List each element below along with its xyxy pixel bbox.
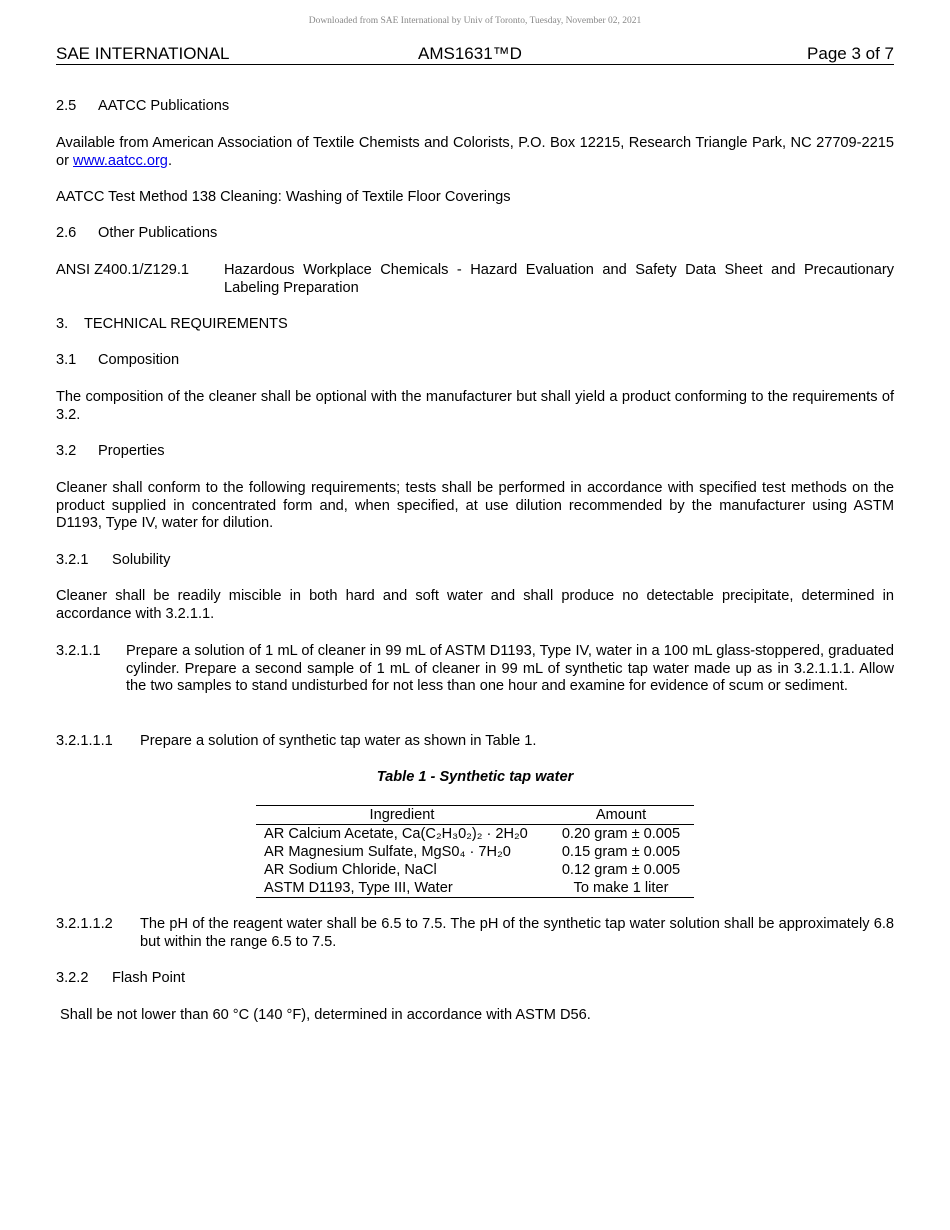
section-3-heading: [56, 316, 288, 332]
section-number: 3.: [56, 316, 69, 332]
section-title: Properties: [98, 443, 165, 459]
section-3-2-1-1-2-number: 3.2.1.1.2: [56, 916, 113, 932]
aatcc-link[interactable]: www.aatcc.org: [73, 152, 168, 169]
amount-cell: 0.12 gram ± 0.005: [561, 862, 681, 878]
section-2-5-heading: [56, 98, 229, 114]
ingredient-cell: AR Calcium Acetate, Ca(C₂H₃0₂)₂ · 2H₂0: [264, 826, 528, 842]
amount-cell: 0.20 gram ± 0.005: [561, 826, 681, 842]
table-row: [256, 861, 694, 879]
section-3-2-1-1-number: 3.2.1.1: [56, 643, 101, 659]
ingredient-cell: AR Sodium Chloride, NaCl: [264, 862, 437, 878]
section-3-2-1-1-text: Prepare a solution of 1 mL of cleaner in 99 mL of ASTM D1193, Type IV, water in a 100 mL glass-stoppered, graduated cylinder. Prepare a second sample of 1 mL of cleaner in 99 mL of synthetic tap water made up as in 3.2.1.1.1. Allow the two samples to stand undisturbed for not less than one hour and examine for evidence of scum or sediment.: [126, 643, 894, 694]
amount-cell: To make 1 liter: [548, 879, 694, 898]
page-header: [56, 44, 894, 65]
section-3-1-paragraph: The composition of the cleaner shall be optional with the manufacturer but shall yield a product conforming to the requirements of 3.2.: [56, 389, 894, 423]
download-watermark: Downloaded from SAE International by Univ of Toronto, Tuesday, November 02, 2021: [308, 16, 642, 26]
section-3-2-1-paragraph: Cleaner shall be readily miscible in both hard and soft water and shall produce no detectable precipitate, determined in accordance with 3.2.1.1.: [56, 588, 894, 622]
ansi-reference-title: Hazardous Workplace Chemicals - Hazard Evaluation and Safety Data Sheet and Precautionary Labeling Preparation: [224, 262, 894, 296]
section-title: AATCC Publications: [98, 98, 230, 114]
table-row: [256, 879, 694, 898]
section-number: 3.1: [56, 352, 77, 368]
paragraph-text: Available from American Association of Textile Chemists and Colorists, P.O. Box 12215, Research Triangle Park, NC 27709-2215 or: [56, 135, 894, 169]
section-3-2-heading: [56, 443, 165, 459]
header-document-number: AMS1631™D: [418, 44, 522, 63]
section-number: 2.5: [56, 98, 77, 114]
section-number: 3.2.2: [56, 970, 89, 986]
ingredient-cell: ASTM D1193, Type III, Water: [256, 879, 548, 898]
section-title: Solubility: [112, 552, 171, 568]
section-3-2-1-1-2-text: The pH of the reagent water shall be 6.5 to 7.5. The pH of the synthetic tap water solution shall be approximately 6.8 but within the range 6.5 to 7.5.: [140, 916, 894, 950]
ingredient-column-header: Ingredient: [256, 806, 548, 825]
section-3-2-1-1-1-number: 3.2.1.1.1: [56, 733, 113, 749]
section-title: Composition: [98, 352, 180, 368]
table-row: [256, 843, 694, 861]
ansi-reference-code: ANSI Z400.1/Z129.1: [56, 262, 190, 278]
section-2-5-paragraph: [56, 135, 894, 170]
section-3-2-paragraph: Cleaner shall conform to the following requirements; tests shall be performed in accordance with specified test methods on the product supplied in concentrated form and, when specified, at use dilution recommended by the manufacturer using ASTM D1193, Type IV, water for dilution.: [56, 480, 894, 531]
header-organization: SAE INTERNATIONAL: [56, 44, 230, 63]
section-number: 3.2: [56, 443, 77, 459]
section-title: Flash Point: [112, 970, 186, 986]
ingredient-cell: AR Magnesium Sulfate, MgS0₄ · 7H₂0: [264, 844, 511, 860]
table-row: [256, 825, 694, 844]
section-2-6-heading: [56, 225, 217, 241]
section-number: 2.6: [56, 225, 77, 241]
section-3-2-2-heading: [56, 970, 185, 986]
section-3-2-1-1-1-text: Prepare a solution of synthetic tap water as shown in Table 1.: [140, 733, 537, 749]
amount-cell: 0.15 gram ± 0.005: [561, 844, 681, 860]
section-title: Other Publications: [98, 225, 218, 241]
section-3-2-1-heading: [56, 552, 170, 568]
table-header-row: [256, 806, 694, 825]
aatcc-test-method: AATCC Test Method 138 Cleaning: Washing of Textile Floor Coverings: [56, 189, 511, 205]
amount-column-header: Amount: [548, 806, 694, 825]
table-1-caption: Table 1 - Synthetic tap water: [376, 769, 574, 785]
synthetic-tap-water-table: [256, 805, 694, 898]
section-title: TECHNICAL REQUIREMENTS: [84, 316, 288, 332]
section-3-2-2-paragraph: Shall be not lower than 60 °C (140 °F), determined in accordance with ASTM D56.: [60, 1007, 591, 1023]
section-3-1-heading: [56, 352, 179, 368]
paragraph-text-end: .: [167, 152, 172, 169]
header-page-number: Page 3 of 7: [807, 44, 894, 63]
section-number: 3.2.1: [56, 552, 89, 568]
